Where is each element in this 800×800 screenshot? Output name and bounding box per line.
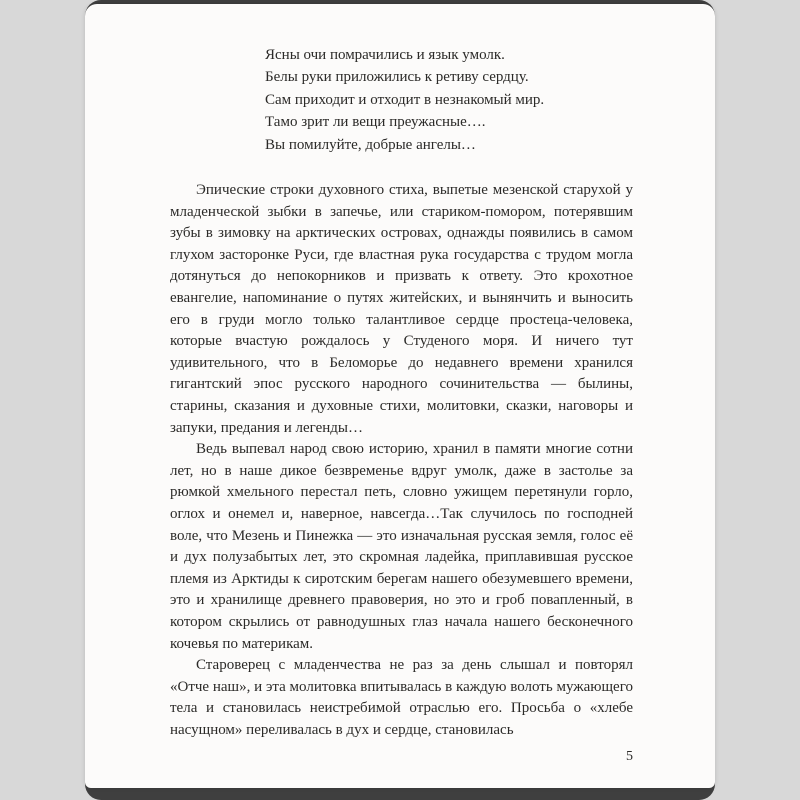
paragraph: Староверец с младенчества не раз за день слышал и повторял «Отче наш», и эта молитовка впитывалась в каждую волоть мужающего тела и становилась неистребимой отраслью его. Просьба о «хлебе насущном» переливалась в дух и сердце, становилась [170,657,633,738]
verse-line: Сам приходит и отходит в незнакомый мир. [265,91,545,108]
verse-line: Белы руки приложились к ретиву сердцу. [265,69,529,86]
verse-line: Ясны очи помрачились и язык умолк. [265,47,505,63]
book-page [85,4,715,788]
paragraph: Эпические строки духовного стиха, выпетые мезенской старухой у младенческой зыбки в запечье, или стариком-помором, потерявшим зубы в зимовку на арктических островах, однажды появились в самом глухом засторонке Руси, где властная рука государства с трудом могла дотянуться до непокорников и призвать к ответу. Это крохотное евангелие, напоминание о путях житейских, и вынянчить и выносить его в груди могло только талантливое сердце простеца-человека, которые вчастую рождалось у Студеного моря. И ничего тут удивительного, что в Беломорье до недавнего времени хранился гигантский эпос русского народного сочинительства — былины, старины, сказания и духовные стихи, молитовки, сказки, наговоры и запуки, предания и легенды… [170,182,633,436]
paragraph: Ведь выпевал народ свою историю, хранил в памяти многие сотни лет, но в наше дикое безвременье вдруг умолк, даже в застолье за рюмкой хмельного перестал петь, словно ужищем перетянули горло, оглох и онемел и, наверное, навсегда…Так случилось по господней воле, что Мезень и Пинежка — это изначальная русская земля, голос её и дух полузабытых лет, это скромная ладейка, приплавившая русское племя из Арктиды к сиротским берегам нашего обезумевшего времени, это и хранилище древнего правоверия, но это и гроб повапленный, в котором скрылись от равнодушных глаз начала нашего бесконечного кочевья по материкам. [170,441,633,652]
verse-line: Вы помилуйте, добрые ангелы… [265,136,476,153]
verse-block [265,44,633,156]
page-number: 5 [626,749,633,765]
verse-line: Тамо зрит ли вещи преужасные…. [265,114,486,131]
page-text-block [170,44,633,768]
